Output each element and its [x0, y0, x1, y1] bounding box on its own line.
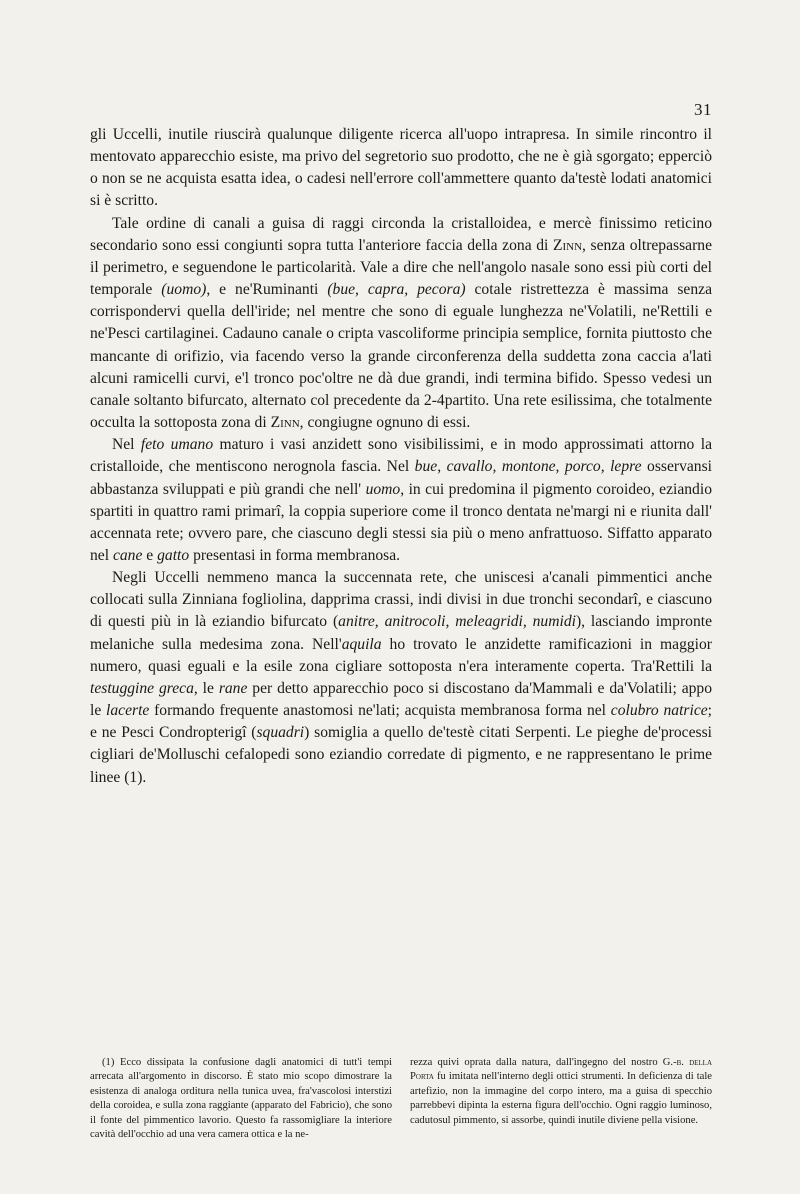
paragraph-1 [90, 124, 712, 213]
text-run: Nel [112, 436, 141, 454]
italic-term: uomo [365, 480, 401, 498]
italic-term: lacerte [106, 702, 150, 720]
text-run: , in cui predomina il pigmento coroideo, eziandio spartiti in quattro rami primarî, la coppia superiore come il tronco dentata ne'margi ni e riunita dall' accennata rete; ovvero pare, che ciascuno degli stessi sia più o meno anfrattuoso. Siffatto apparato nel [90, 480, 712, 564]
italic-term: (uomo) [161, 281, 207, 299]
paragraph-4 [90, 567, 712, 789]
text-run: maturo i vasi anzidett sono visibilissimi, e in modo approssimati attorno la cristalloide, che mentiscono nerognola fascia. Nel [90, 436, 712, 476]
text-run: ho trovato le anzidette ramificazioni in maggior numero, quasi eguali e la esile zona cigliare sottoposta n'era interamente coperta. Tra'Rettili la [90, 635, 712, 675]
text-run: , [437, 458, 447, 476]
text-run: Tale ordine di canali a guisa di raggi circonda la cristalloidea, e mercè finissimo reticino secondario sono essi congiunti sopra tutta l'anteriore faccia della zona di [90, 214, 712, 254]
italic-term: anitre, anitrocoli, meleagridi, numidi [338, 613, 576, 631]
italic-term: gatto [157, 546, 190, 564]
footnote-column-right [410, 1056, 712, 1142]
italic-term: testuggine greca [90, 679, 194, 697]
text-run: fu imitata nell'interno degli ottici strumenti. In deficienza di tale artefizio, non la immagine del corpo intero, ma a guisa di specchio parrebbevi dipinta la esterna figura dell'occhio. Ogni raggio luminoso, cadutosul pimmento, si assorbe, quindi inutile diviene pella visione. [410, 1071, 712, 1126]
paragraph-3 [90, 434, 712, 567]
author-name: G.-b. della Porta [410, 1057, 713, 1083]
text-run: (1) Ecco dissipata la confusione dagli anatomici di tutt'i tempi arrecata all'argomento in discorso. È stato mio scopo dimostrare la esistenza di analoga orditura nella tunica uvea, fra'vascolosi interstizi della coroidea, e sulla zona raggiante (apparato del Fabricio), che sono il fonte del pimmentico lavorio. Questo fa rassomigliare la interiore cavità dell'occhio ad una vera camera ottica e la ne- [90, 1057, 392, 1141]
italic-term: aquila [341, 635, 382, 653]
main-text [90, 124, 712, 789]
footnote-column-left [90, 1056, 392, 1142]
text-run: presentasi in forma membranosa. [189, 546, 401, 564]
paragraph-2 [90, 213, 712, 435]
text-run: gli Uccelli, inutile riuscirà qualunque diligente ricerca all'uopo intrapresa. In simile rincontro il mentovato apparecchio esiste, ma privo del segretorio suo prodotto, che ne è già sgorgato; epperciò o non se ne acquista esatta idea, o cadesi nell'errore coll'ammettere quanto da'testè lodati anatomici si è scritto. [90, 126, 712, 210]
text-run: per detto apparecchio poco si discostano da'Mammali e da'Volatili; appo le [90, 679, 712, 720]
italic-term: cavallo, montone, porco, lepre [446, 458, 642, 476]
italic-term: cane [112, 546, 143, 564]
text-run: cotale ristrettezza è massima senza corrispondervi quella dell'iride; nel mentre che sono di eguale lunghezza ne'Volatili, ne'Rettili e ne'Pesci cartilaginei. Cadauno canale o cripta vascoliforme principia semplice, fornita piuttosto che mancante di orifizio, via facendo verso la grande circonferenza della suddetta zona caccia a'lati alcuni ramicelli curvi, e'l tronco poc'oltre ne dà due grandi, indi termina bifido. Spesso vedesi un canale soltanto bifurcato, alternato col precedente da 2-4partito. Una rete esilissima, che totalmente occulta la sottoposta zona di [90, 281, 712, 432]
author-name: Zinn [270, 414, 300, 432]
italic-term: feto umano [140, 436, 214, 454]
italic-term: colubro natrice [610, 702, 708, 720]
text-run: , senza oltrepassarne il perimetro, e seguendone le particolarità. Vale a dire che nell'angolo nasale sono essi più corti del temporale [90, 236, 712, 299]
author-name: Zinn [552, 236, 583, 254]
text-run: , e ne'Ruminanti [206, 281, 328, 299]
footnote-block [90, 1056, 712, 1142]
text-run: formando frequente anastomosi ne'lati; acquista membranosa forma nel [149, 702, 611, 720]
text-run: , le [193, 679, 219, 697]
text-run: ), lasciando impronte melaniche sulla medesima zona. Nell' [90, 613, 712, 653]
page-number: 31 [694, 100, 712, 119]
text-run: ; e ne Pesci Condropterigî ( [90, 702, 712, 742]
italic-term: squadri [256, 724, 305, 742]
text-run: osservansi abbastanza sviluppati e più grandi che nell' [90, 458, 712, 498]
text-run: Negli Uccelli nemmeno manca la succennata rete, che uniscesi a'canali pimmentici anche collocati sulla Zinniana fogliolina, dapprima crassi, indi divisi in due tronchi secondarî, e ciascuno di questi più in là eziandio bifurcato ( [90, 569, 712, 631]
text-run: , congiugne ognuno di essi. [299, 414, 471, 432]
text-run: e [142, 546, 158, 564]
footnote-text [410, 1056, 712, 1128]
text-run: ) somiglia a quello de'testè citati Serpenti. Le pieghe de'processi cigliari de'Molluschi cefalopedi sono eziandio corredate di pigmento, e ne rappresentano le prime linee (1). [90, 724, 712, 786]
italic-term: rane [218, 679, 248, 697]
italic-term: bue [414, 458, 438, 476]
text-run: rezza quivi oprata dalla natura, dall'ingegno del nostro [410, 1057, 663, 1068]
italic-term: (bue, capra, pecora) [327, 281, 466, 299]
footnote-text [90, 1056, 392, 1142]
